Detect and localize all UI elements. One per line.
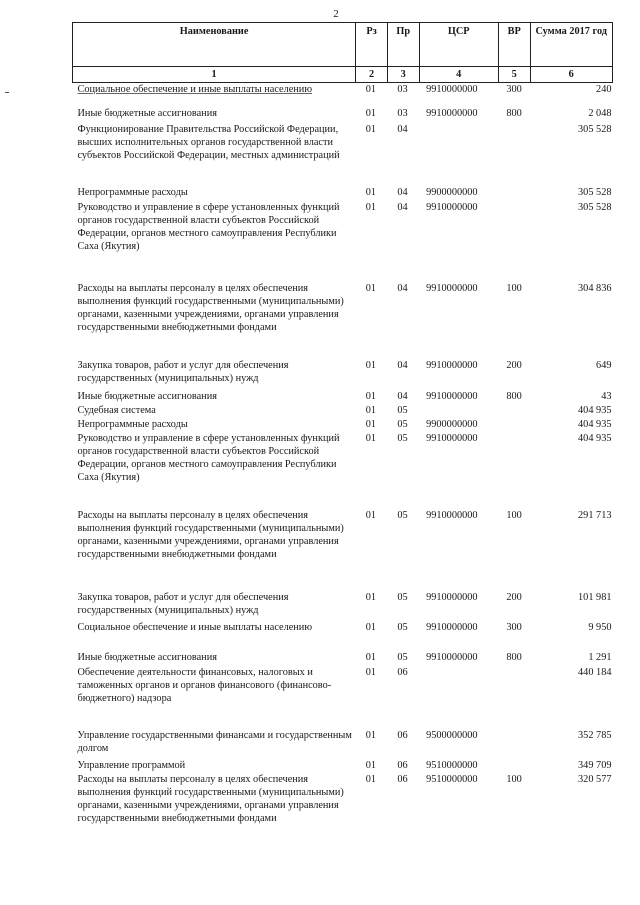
row-rz: 01 — [365, 390, 376, 402]
row-vr: 800 — [506, 390, 522, 402]
row-sum: 349 709 — [578, 759, 612, 771]
row-csr: 9900000000 — [426, 186, 478, 198]
row-pr: 05 — [397, 651, 408, 663]
row-name: Закупка товаров, работ и услуг для обеспечения государственных (муниципальных) нужд — [77, 591, 289, 616]
row-rz: 01 — [365, 404, 376, 416]
column-number: 6 — [530, 67, 612, 83]
row-csr: 9910000000 — [426, 201, 478, 213]
row-vr — [498, 759, 530, 773]
row-csr: 9910000000 — [426, 509, 478, 521]
budget-table — [72, 22, 613, 839]
row-rz: 01 — [365, 432, 376, 444]
table-row — [73, 621, 613, 651]
row-pr: 05 — [397, 418, 408, 430]
row-pr: 06 — [397, 729, 408, 741]
row-csr: 9910000000 — [426, 390, 478, 402]
row-vr — [498, 201, 530, 282]
row-sum: 291 713 — [578, 509, 612, 521]
row-name: Судебная система — [77, 404, 156, 416]
row-csr: 9510000000 — [426, 759, 478, 771]
row-csr: 9900000000 — [426, 418, 478, 430]
row-name: Расходы на выплаты персоналу в целях обеспечения выполнения функций государственными (муниципальными) органами, казенными учреждениями, органами управления государственными внебюджетными фондами — [77, 282, 344, 333]
row-sum: 1 291 — [588, 651, 612, 663]
row-pr: 06 — [397, 666, 408, 678]
row-name: Руководство и управление в сфере установленных функций органов государственной власти субъектов Российской Федерации, органов местного самоуправления Республики Саха (Якутия) — [77, 201, 340, 252]
row-rz: 01 — [365, 359, 376, 371]
row-name: Управление программой — [77, 759, 186, 771]
row-csr: 9510000000 — [426, 773, 478, 785]
table-row — [73, 359, 613, 390]
row-csr: 9910000000 — [426, 359, 478, 371]
table-row — [73, 591, 613, 621]
row-pr: 04 — [397, 359, 408, 371]
row-csr: 9500000000 — [426, 729, 478, 741]
margin-mark — [5, 92, 9, 93]
row-name: Руководство и управление в сфере установленных функций органов государственной власти субъектов Российской Федерации, органов местного самоуправления Республики Саха (Якутия) — [77, 432, 340, 483]
row-csr: 9910000000 — [426, 107, 478, 119]
row-sum: 404 935 — [578, 418, 612, 430]
table-row — [73, 201, 613, 282]
row-vr: 100 — [506, 509, 522, 521]
row-pr: 04 — [397, 201, 408, 213]
row-pr: 04 — [397, 123, 408, 135]
row-rz: 01 — [365, 418, 376, 430]
row-pr: 04 — [397, 186, 408, 198]
table-row — [73, 390, 613, 404]
row-csr — [419, 666, 498, 729]
header-sum: Сумма 2017 год — [530, 23, 612, 67]
row-sum: 404 935 — [578, 404, 612, 416]
row-name: Закупка товаров, работ и услуг для обеспечения государственных (муниципальных) нужд — [77, 359, 289, 384]
row-name: Функционирование Правительства Российской Федерации, высших исполнительных органов государственной власти субъектов Российской Федерации, местных администраций — [77, 123, 340, 161]
header-pr: Пр — [387, 23, 419, 67]
row-pr: 04 — [397, 282, 408, 294]
table-body — [73, 83, 613, 839]
row-vr: 200 — [506, 359, 522, 371]
row-name: Непрограммные расходы — [77, 186, 188, 198]
page-number: 2 — [333, 8, 339, 20]
table-row — [73, 123, 613, 186]
row-sum: 305 528 — [578, 123, 612, 135]
table-row — [73, 729, 613, 759]
row-csr: 9910000000 — [426, 621, 478, 633]
row-name: Социальное обеспечение и иные выплаты населению — [77, 621, 313, 633]
table-row — [73, 186, 613, 201]
row-name: Иные бюджетные ассигнования — [77, 651, 217, 663]
table-row — [73, 773, 613, 839]
row-pr: 06 — [397, 773, 408, 785]
row-vr: 200 — [506, 591, 522, 603]
row-pr: 05 — [397, 591, 408, 603]
row-sum: 240 — [596, 84, 612, 95]
row-rz: 01 — [365, 621, 376, 633]
row-rz: 01 — [365, 759, 376, 771]
row-rz: 01 — [365, 186, 376, 198]
row-sum: 304 836 — [578, 282, 612, 294]
row-vr — [498, 666, 530, 729]
row-csr: 9910000000 — [426, 282, 478, 294]
row-name: Иные бюджетные ассигнования — [77, 390, 217, 402]
row-pr: 05 — [397, 621, 408, 633]
row-vr — [498, 404, 530, 418]
row-sum: 9 950 — [588, 621, 612, 633]
row-vr — [498, 418, 530, 432]
header-vr: ВР — [498, 23, 530, 67]
table-row — [73, 759, 613, 773]
row-sum: 305 528 — [578, 186, 612, 198]
table-row — [73, 432, 613, 509]
table-row — [73, 282, 613, 359]
row-name: Расходы на выплаты персоналу в целях обеспечения выполнения функций государственными (муниципальными) органами, казенными учреждениями, органами управления государственными внебюджетными фондами — [77, 773, 344, 824]
row-sum: 404 935 — [578, 432, 612, 444]
header-csr: ЦСР — [419, 23, 498, 67]
table-row — [73, 107, 613, 123]
row-sum: 101 981 — [578, 591, 612, 603]
header-name: Наименование — [73, 23, 356, 67]
header-rz: Рз — [356, 23, 388, 67]
row-pr: 03 — [397, 107, 408, 119]
row-csr: 9910000000 — [426, 591, 478, 603]
row-rz: 01 — [365, 84, 376, 95]
column-number: 1 — [73, 67, 356, 83]
row-pr: 03 — [397, 84, 408, 95]
row-rz: 01 — [365, 651, 376, 663]
row-name: Расходы на выплаты персоналу в целях обеспечения выполнения функций государственными (муниципальными) органами, казенными учреждениями, органами управления государственными внебюджетными фондами — [77, 509, 344, 560]
column-number: 4 — [419, 67, 498, 83]
row-sum: 649 — [596, 359, 612, 371]
row-name: Управление государственными финансами и государственным долгом — [77, 729, 352, 754]
column-number: 5 — [498, 67, 530, 83]
row-rz: 01 — [365, 591, 376, 603]
row-rz: 01 — [365, 123, 376, 135]
row-pr: 05 — [397, 404, 408, 416]
row-name: Иные бюджетные ассигнования — [77, 107, 217, 119]
row-vr — [498, 432, 530, 509]
row-rz: 01 — [365, 509, 376, 521]
row-csr — [419, 404, 498, 418]
table-row — [73, 404, 613, 418]
row-csr: 9910000000 — [426, 84, 478, 95]
row-vr — [498, 729, 530, 759]
row-vr: 300 — [506, 621, 522, 633]
row-rz: 01 — [365, 201, 376, 213]
row-csr: 9910000000 — [426, 651, 478, 663]
row-name: Непрограммные расходы — [77, 418, 188, 430]
row-sum: 305 528 — [578, 201, 612, 213]
row-pr: 06 — [397, 759, 408, 771]
row-rz: 01 — [365, 282, 376, 294]
row-sum: 2 048 — [588, 107, 612, 119]
table-header — [73, 23, 613, 83]
row-rz: 01 — [365, 666, 376, 678]
row-vr: 100 — [506, 282, 522, 294]
column-number: 2 — [356, 67, 388, 83]
row-vr: 800 — [506, 107, 522, 119]
table-row — [73, 651, 613, 666]
row-sum: 320 577 — [578, 773, 612, 785]
row-vr: 100 — [506, 773, 522, 785]
table-row — [73, 83, 613, 107]
row-csr: 9910000000 — [426, 432, 478, 444]
table-row — [73, 509, 613, 591]
row-vr — [498, 123, 530, 186]
row-name: Обеспечение деятельности финансовых, налоговых и таможенных органов и органов финансового (финансово-бюджетного) надзора — [77, 666, 332, 704]
row-rz: 01 — [365, 729, 376, 741]
row-vr: 300 — [506, 84, 522, 95]
table-row — [73, 666, 613, 729]
row-pr: 05 — [397, 509, 408, 521]
row-sum: 352 785 — [578, 729, 612, 741]
row-csr — [419, 123, 498, 186]
row-rz: 01 — [365, 773, 376, 785]
column-number: 3 — [387, 67, 419, 83]
row-vr — [498, 186, 530, 201]
row-pr: 05 — [397, 432, 408, 444]
table-row — [73, 418, 613, 432]
row-sum: 43 — [601, 390, 612, 402]
row-name: Социальное обеспечение и иные выплаты населению — [77, 84, 313, 95]
row-rz: 01 — [365, 107, 376, 119]
row-vr: 800 — [506, 651, 522, 663]
row-pr: 04 — [397, 390, 408, 402]
row-sum: 440 184 — [578, 666, 612, 678]
